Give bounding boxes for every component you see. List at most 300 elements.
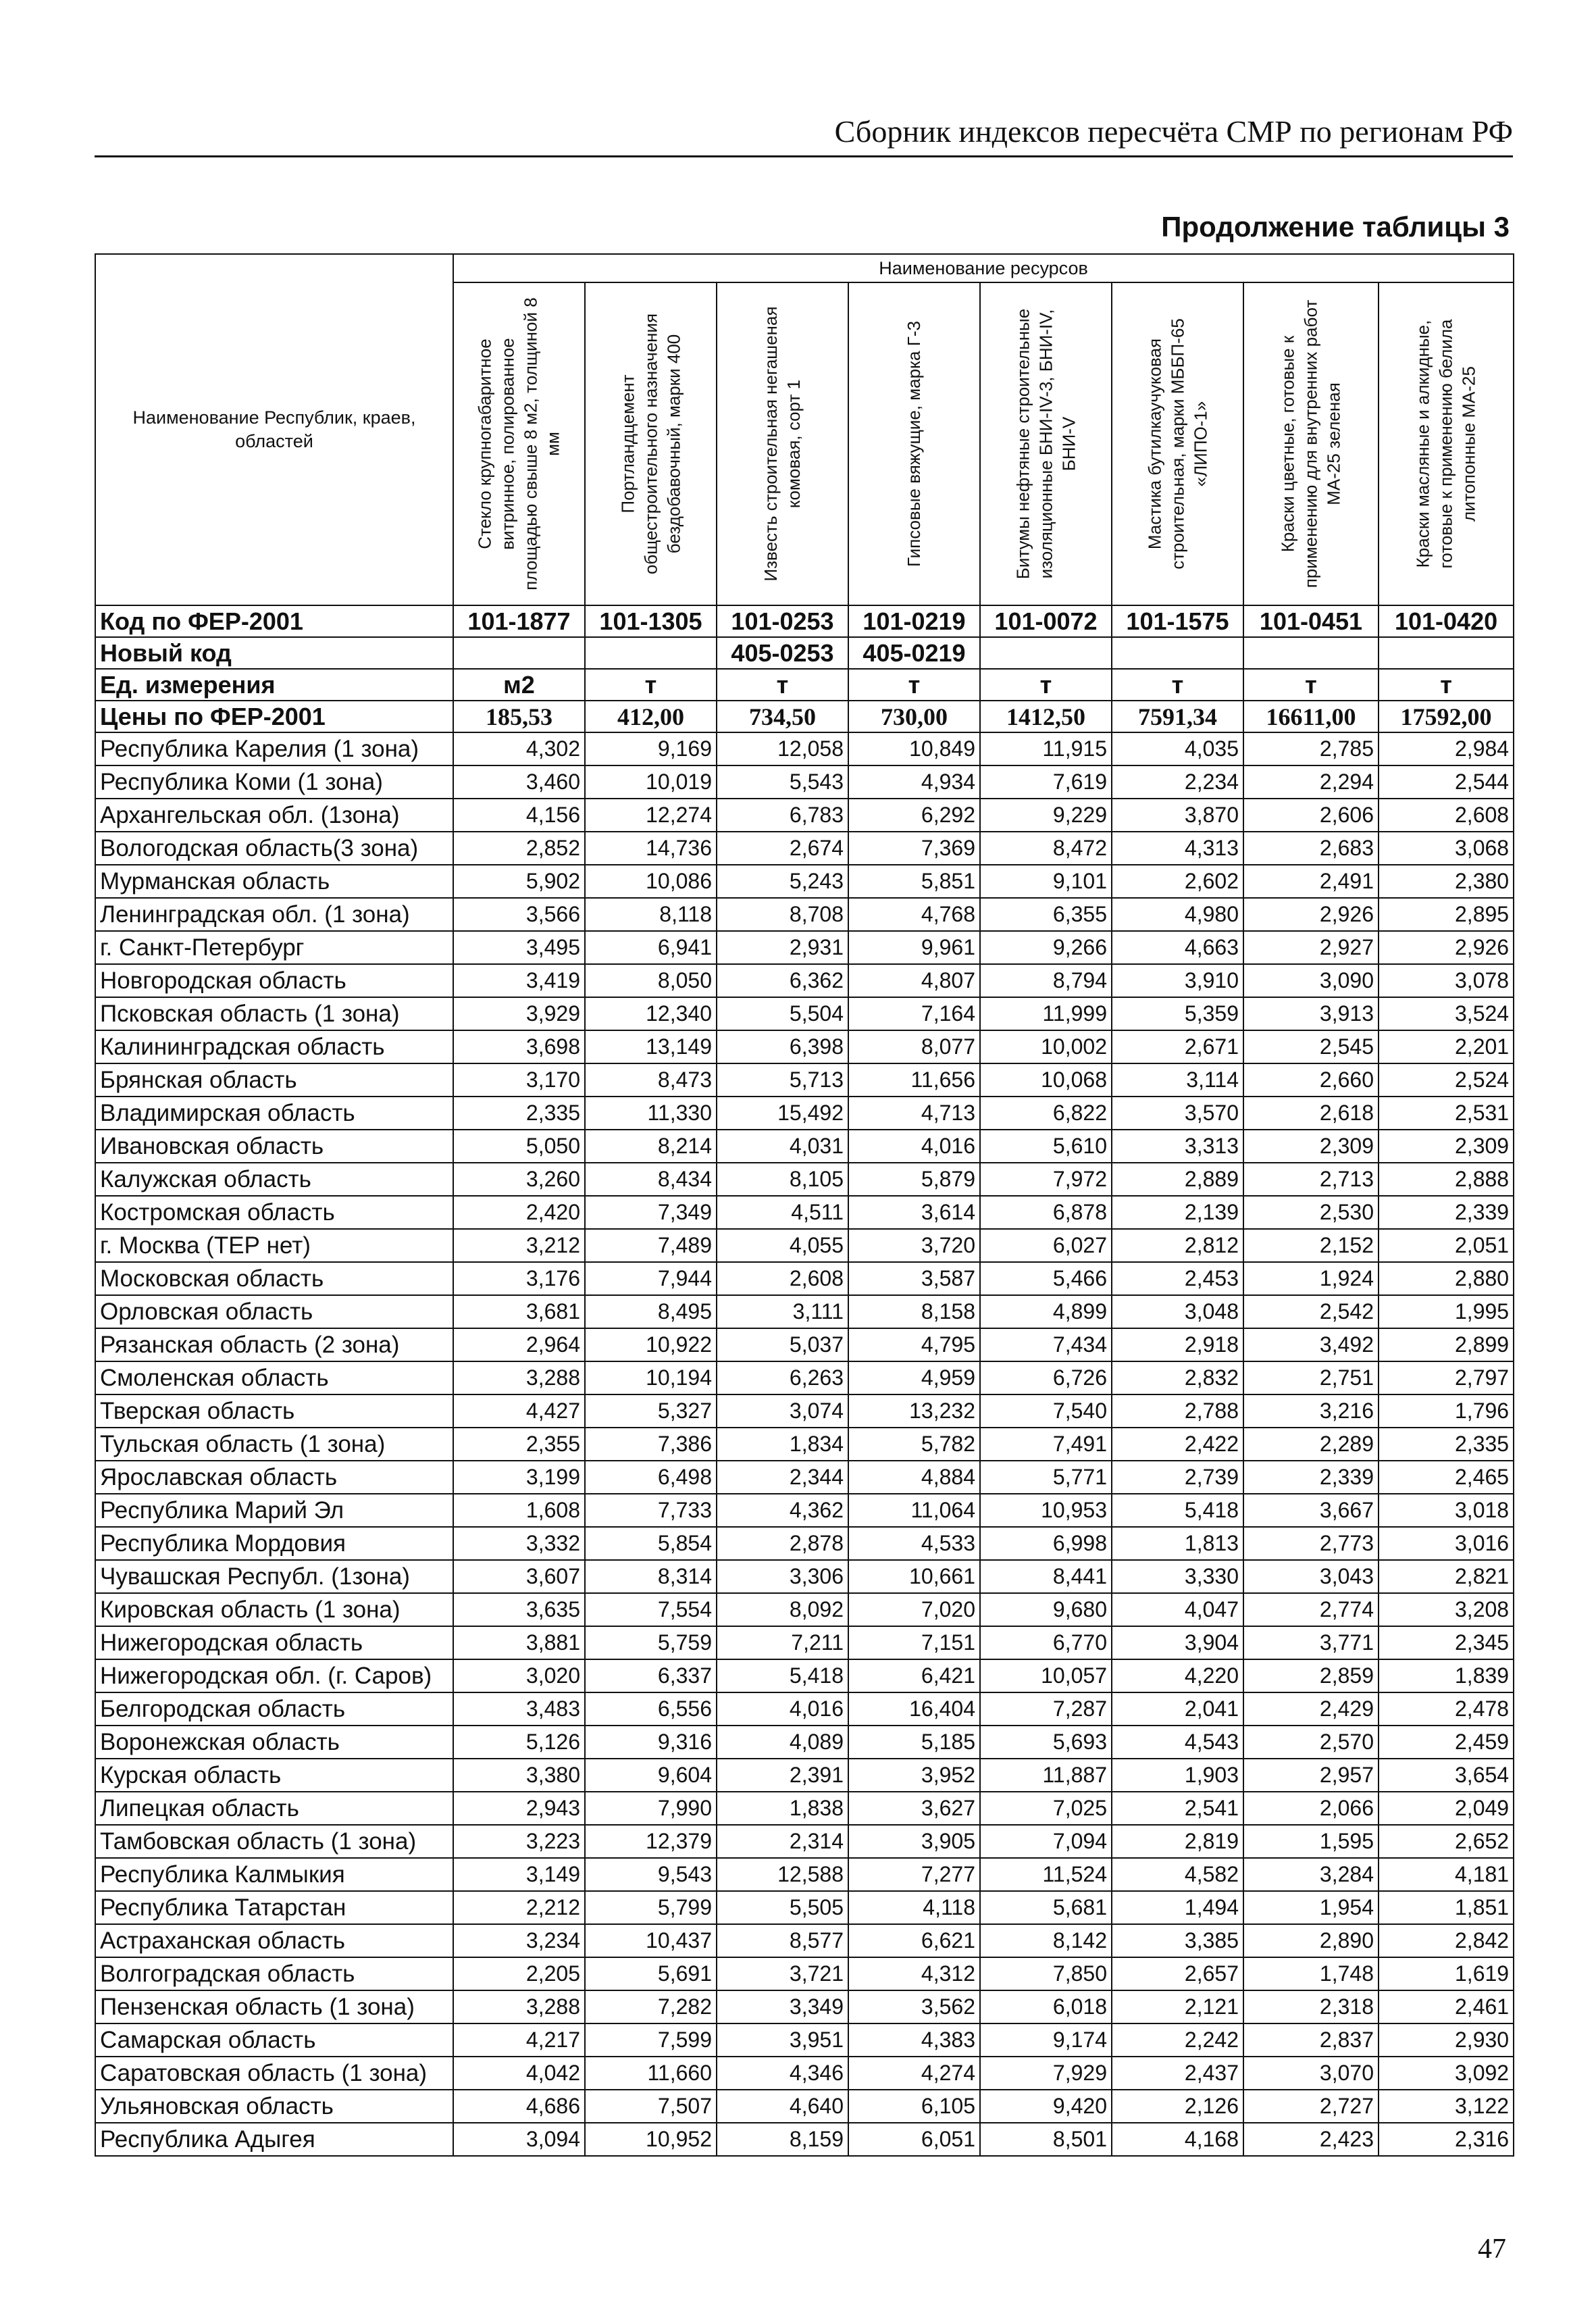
index-value: 7,990 <box>585 1792 717 1825</box>
index-value: 3,881 <box>453 1626 585 1659</box>
index-value: 3,216 <box>1243 1394 1379 1428</box>
meta-cell <box>453 637 585 669</box>
meta-cell: т <box>585 669 717 701</box>
index-value: 9,169 <box>585 732 717 765</box>
index-value: 3,492 <box>1243 1328 1379 1361</box>
index-value: 3,698 <box>453 1030 585 1063</box>
index-value: 3,016 <box>1379 1527 1514 1560</box>
index-value: 7,733 <box>585 1494 717 1527</box>
region-name: Калужская область <box>95 1163 453 1196</box>
index-value: 3,951 <box>717 2023 848 2057</box>
index-value: 5,771 <box>980 1461 1112 1494</box>
index-value: 1,834 <box>717 1428 848 1461</box>
meta-cell: т <box>1112 669 1243 701</box>
index-value: 10,437 <box>585 1924 717 1957</box>
index-value: 2,344 <box>717 1461 848 1494</box>
index-value: 3,074 <box>717 1394 848 1428</box>
index-value: 2,788 <box>1112 1394 1243 1428</box>
index-value: 3,094 <box>453 2123 585 2156</box>
resource-column-label: Мастика бутилкаучуковая строительная, марки МББП-65 «ЛИПО-1» <box>1143 318 1210 570</box>
index-value: 2,943 <box>453 1792 585 1825</box>
index-value: 5,693 <box>980 1726 1112 1759</box>
table-row <box>95 1726 1514 1759</box>
index-value: 4,055 <box>717 1229 848 1262</box>
region-name: Архангельская обл. (1зона) <box>95 799 453 832</box>
index-value: 4,383 <box>848 2023 980 2057</box>
resource-column-label: Известь строительная негашеная комовая, сорт 1 <box>760 306 804 582</box>
index-value: 1,608 <box>453 1494 585 1527</box>
index-value: 11,999 <box>980 997 1112 1030</box>
index-value: 2,391 <box>717 1759 848 1792</box>
index-value: 2,524 <box>1379 1063 1514 1097</box>
index-value: 2,530 <box>1243 1196 1379 1229</box>
region-name: Тверская область <box>95 1394 453 1428</box>
index-value: 7,944 <box>585 1262 717 1295</box>
table-row <box>95 1659 1514 1692</box>
index-value: 1,494 <box>1112 1891 1243 1924</box>
index-value: 4,047 <box>1112 1593 1243 1626</box>
table-row <box>95 1461 1514 1494</box>
index-value: 3,199 <box>453 1461 585 1494</box>
table-row <box>95 1163 1514 1196</box>
index-value: 5,854 <box>585 1527 717 1560</box>
index-value: 2,201 <box>1379 1030 1514 1063</box>
index-value: 4,959 <box>848 1361 980 1394</box>
index-value: 8,794 <box>980 964 1112 997</box>
table-row <box>95 1825 1514 1858</box>
index-value: 3,176 <box>453 1262 585 1295</box>
index-value: 1,924 <box>1243 1262 1379 1295</box>
index-value: 2,355 <box>453 1428 585 1461</box>
index-value: 6,027 <box>980 1229 1112 1262</box>
meta-cell: 1412,50 <box>980 701 1112 732</box>
index-value: 3,483 <box>453 1692 585 1726</box>
index-value: 1,813 <box>1112 1527 1243 1560</box>
index-value: 8,118 <box>585 898 717 931</box>
index-value: 2,335 <box>453 1097 585 1130</box>
index-value: 3,149 <box>453 1858 585 1891</box>
index-value: 2,212 <box>453 1891 585 1924</box>
index-value: 7,619 <box>980 765 1112 799</box>
index-value: 8,159 <box>717 2123 848 2156</box>
index-value: 6,998 <box>980 1527 1112 1560</box>
index-value: 2,066 <box>1243 1792 1379 1825</box>
index-value: 3,570 <box>1112 1097 1243 1130</box>
index-value: 8,501 <box>980 2123 1112 2156</box>
index-value: 3,720 <box>848 1229 980 1262</box>
meta-cell: 101-0451 <box>1243 605 1379 637</box>
table-row <box>95 898 1514 931</box>
index-value: 2,785 <box>1243 732 1379 765</box>
index-value: 3,068 <box>1379 832 1514 865</box>
index-value: 7,164 <box>848 997 980 1030</box>
meta-cell <box>1112 637 1243 669</box>
index-value: 10,019 <box>585 765 717 799</box>
meta-cell: 730,00 <box>848 701 980 732</box>
index-value: 4,533 <box>848 1527 980 1560</box>
index-value: 7,287 <box>980 1692 1112 1726</box>
index-value: 4,313 <box>1112 832 1243 865</box>
index-value: 3,048 <box>1112 1295 1243 1328</box>
region-name: Костромская область <box>95 1196 453 1229</box>
index-value: 11,524 <box>980 1858 1112 1891</box>
index-value: 3,913 <box>1243 997 1379 1030</box>
region-name: Кировская область (1 зона) <box>95 1593 453 1626</box>
index-value: 1,995 <box>1379 1295 1514 1328</box>
header-rule <box>95 155 1513 157</box>
index-value: 4,220 <box>1112 1659 1243 1692</box>
index-value: 7,434 <box>980 1328 1112 1361</box>
index-value: 8,441 <box>980 1560 1112 1593</box>
index-value: 3,122 <box>1379 2090 1514 2123</box>
index-value: 6,355 <box>980 898 1112 931</box>
index-value: 4,640 <box>717 2090 848 2123</box>
index-value: 5,691 <box>585 1957 717 1990</box>
index-value: 6,292 <box>848 799 980 832</box>
index-value: 3,627 <box>848 1792 980 1825</box>
table-row <box>95 1394 1514 1428</box>
index-value: 3,607 <box>453 1560 585 1593</box>
table-row <box>95 1527 1514 1560</box>
index-value: 9,229 <box>980 799 1112 832</box>
index-value: 10,002 <box>980 1030 1112 1063</box>
index-value: 5,418 <box>717 1659 848 1692</box>
table-row <box>95 1692 1514 1726</box>
index-value: 2,051 <box>1379 1229 1514 1262</box>
table-row <box>95 964 1514 997</box>
index-value: 2,832 <box>1112 1361 1243 1394</box>
table-row <box>95 1262 1514 1295</box>
index-value: 2,926 <box>1379 931 1514 964</box>
index-value: 2,531 <box>1379 1097 1514 1130</box>
index-value: 2,380 <box>1379 865 1514 898</box>
index-value: 4,807 <box>848 964 980 997</box>
table-row <box>95 1924 1514 1957</box>
index-value: 2,465 <box>1379 1461 1514 1494</box>
table-row <box>95 2123 1514 2156</box>
region-name: Смоленская область <box>95 1361 453 1394</box>
index-value: 3,111 <box>717 1295 848 1328</box>
index-value: 1,851 <box>1379 1891 1514 1924</box>
index-value: 12,379 <box>585 1825 717 1858</box>
index-value: 2,608 <box>1379 799 1514 832</box>
meta-cell: т <box>848 669 980 701</box>
region-name: Псковская область (1 зона) <box>95 997 453 1030</box>
index-value: 4,042 <box>453 2057 585 2090</box>
index-value: 2,453 <box>1112 1262 1243 1295</box>
index-value: 5,126 <box>453 1726 585 1759</box>
index-value: 5,243 <box>717 865 848 898</box>
meta-cell: 101-1877 <box>453 605 585 637</box>
index-value: 3,667 <box>1243 1494 1379 1527</box>
index-value: 2,964 <box>453 1328 585 1361</box>
resource-column-header <box>585 282 717 605</box>
index-value: 3,170 <box>453 1063 585 1097</box>
index-value: 10,953 <box>980 1494 1112 1527</box>
table-row <box>95 1229 1514 1262</box>
index-value: 13,232 <box>848 1394 980 1428</box>
index-value: 3,380 <box>453 1759 585 1792</box>
index-value: 3,043 <box>1243 1560 1379 1593</box>
index-value: 2,420 <box>453 1196 585 1229</box>
index-value: 3,288 <box>453 1990 585 2023</box>
index-value: 3,929 <box>453 997 585 1030</box>
index-value: 3,070 <box>1243 2057 1379 2090</box>
index-value: 4,686 <box>453 2090 585 2123</box>
index-value: 2,751 <box>1243 1361 1379 1394</box>
index-value: 5,799 <box>585 1891 717 1924</box>
index-value: 15,492 <box>717 1097 848 1130</box>
index-value: 2,422 <box>1112 1428 1243 1461</box>
index-value: 7,929 <box>980 2057 1112 2090</box>
index-value: 2,234 <box>1112 765 1243 799</box>
index-value: 5,504 <box>717 997 848 1030</box>
index-value: 5,782 <box>848 1428 980 1461</box>
region-name: Белгородская область <box>95 1692 453 1726</box>
index-value: 12,058 <box>717 732 848 765</box>
index-value: 12,340 <box>585 997 717 1030</box>
index-value: 10,661 <box>848 1560 980 1593</box>
index-value: 2,318 <box>1243 1990 1379 2023</box>
index-value: 2,542 <box>1243 1295 1379 1328</box>
index-value: 7,489 <box>585 1229 717 1262</box>
index-value: 3,870 <box>1112 799 1243 832</box>
index-value: 2,821 <box>1379 1560 1514 1593</box>
index-value: 3,208 <box>1379 1593 1514 1626</box>
meta-cell: 412,00 <box>585 701 717 732</box>
region-name: Чувашская Республ. (1зона) <box>95 1560 453 1593</box>
index-value: 2,309 <box>1379 1130 1514 1163</box>
page-number: 47 <box>1478 2234 1506 2265</box>
index-value: 5,610 <box>980 1130 1112 1163</box>
index-value: 2,429 <box>1243 1692 1379 1726</box>
region-name: Ульяновская область <box>95 2090 453 2123</box>
index-value: 5,185 <box>848 1726 980 1759</box>
index-value: 9,266 <box>980 931 1112 964</box>
table-row <box>95 1428 1514 1461</box>
table-row <box>95 2023 1514 2057</box>
index-value: 6,362 <box>717 964 848 997</box>
index-value: 2,660 <box>1243 1063 1379 1097</box>
index-value: 7,211 <box>717 1626 848 1659</box>
index-value: 6,263 <box>717 1361 848 1394</box>
index-value: 4,302 <box>453 732 585 765</box>
region-name: Республика Мордовия <box>95 1527 453 1560</box>
index-value: 2,314 <box>717 1825 848 1858</box>
index-value: 6,421 <box>848 1659 980 1692</box>
index-value: 3,771 <box>1243 1626 1379 1659</box>
region-column-header: Наименование Республик, краев, областей <box>95 254 453 605</box>
index-value: 5,037 <box>717 1328 848 1361</box>
index-value: 2,606 <box>1243 799 1379 832</box>
region-name: Волгоградская область <box>95 1957 453 1990</box>
table-row <box>95 1759 1514 1792</box>
index-value: 9,543 <box>585 1858 717 1891</box>
meta-cell: 17592,00 <box>1379 701 1514 732</box>
index-value: 10,086 <box>585 865 717 898</box>
index-value: 10,057 <box>980 1659 1112 1692</box>
table-row <box>95 1328 1514 1361</box>
index-value: 3,234 <box>453 1924 585 1957</box>
index-value: 6,498 <box>585 1461 717 1494</box>
index-value: 2,812 <box>1112 1229 1243 1262</box>
index-value: 2,774 <box>1243 1593 1379 1626</box>
table-row <box>95 1560 1514 1593</box>
index-value: 7,025 <box>980 1792 1112 1825</box>
meta-cell: т <box>1379 669 1514 701</box>
index-value: 3,332 <box>453 1527 585 1560</box>
index-value: 5,505 <box>717 1891 848 1924</box>
index-value: 2,773 <box>1243 1527 1379 1560</box>
index-value: 2,880 <box>1379 1262 1514 1295</box>
index-value: 3,385 <box>1112 1924 1243 1957</box>
table-row <box>95 1361 1514 1394</box>
index-value: 8,495 <box>585 1295 717 1328</box>
index-value: 2,888 <box>1379 1163 1514 1196</box>
index-value: 4,031 <box>717 1130 848 1163</box>
index-value: 11,660 <box>585 2057 717 2090</box>
region-name: Ивановская область <box>95 1130 453 1163</box>
table-row <box>95 1494 1514 1527</box>
index-value: 2,918 <box>1112 1328 1243 1361</box>
table-row <box>95 931 1514 964</box>
table-row <box>95 1295 1514 1328</box>
index-value: 7,507 <box>585 2090 717 2123</box>
resource-column-label: Портландцемент общестроительного назначения бездобавочный, марки 400 <box>617 313 684 575</box>
index-value: 3,460 <box>453 765 585 799</box>
index-value: 2,461 <box>1379 1990 1514 2023</box>
index-value: 3,905 <box>848 1825 980 1858</box>
index-value: 5,543 <box>717 765 848 799</box>
index-value: 2,121 <box>1112 1990 1243 2023</box>
index-value: 2,797 <box>1379 1361 1514 1394</box>
index-value: 3,614 <box>848 1196 980 1229</box>
region-name: Липецкая область <box>95 1792 453 1825</box>
region-name: Пензенская область (1 зона) <box>95 1990 453 2023</box>
index-value: 2,309 <box>1243 1130 1379 1163</box>
index-value: 3,635 <box>453 1593 585 1626</box>
table-row <box>95 1196 1514 1229</box>
index-value: 7,540 <box>980 1394 1112 1428</box>
index-value: 2,478 <box>1379 1692 1514 1726</box>
table-row <box>95 1030 1514 1063</box>
table-row <box>95 765 1514 799</box>
index-value: 6,878 <box>980 1196 1112 1229</box>
index-value: 6,621 <box>848 1924 980 1957</box>
running-head: Сборник индексов пересчёта СМР по регионам РФ <box>834 114 1513 149</box>
index-value: 9,680 <box>980 1593 1112 1626</box>
region-name: г. Санкт-Петербург <box>95 931 453 964</box>
index-value: 2,878 <box>717 1527 848 1560</box>
table-row <box>95 1130 1514 1163</box>
resource-index-table <box>95 253 1514 2157</box>
index-value: 2,608 <box>717 1262 848 1295</box>
index-value: 6,105 <box>848 2090 980 2123</box>
index-value: 2,316 <box>1379 2123 1514 2156</box>
region-name: Республика Татарстан <box>95 1891 453 1924</box>
region-name: Новгородская область <box>95 964 453 997</box>
index-value: 6,556 <box>585 1692 717 1726</box>
index-value: 4,217 <box>453 2023 585 2057</box>
region-name: Московская область <box>95 1262 453 1295</box>
index-value: 12,274 <box>585 799 717 832</box>
region-name: Калининградская область <box>95 1030 453 1063</box>
index-value: 3,114 <box>1112 1063 1243 1097</box>
index-value: 3,952 <box>848 1759 980 1792</box>
index-value: 3,910 <box>1112 964 1243 997</box>
index-value: 7,277 <box>848 1858 980 1891</box>
region-name: Орловская область <box>95 1295 453 1328</box>
index-value: 2,727 <box>1243 2090 1379 2123</box>
index-value: 2,049 <box>1379 1792 1514 1825</box>
meta-cell: 101-0253 <box>717 605 848 637</box>
table-row <box>95 2090 1514 2123</box>
index-value: 7,386 <box>585 1428 717 1461</box>
index-value: 2,895 <box>1379 898 1514 931</box>
index-value: 4,899 <box>980 1295 1112 1328</box>
index-value: 6,770 <box>980 1626 1112 1659</box>
region-name: г. Москва (ТЕР нет) <box>95 1229 453 1262</box>
index-value: 4,016 <box>848 1130 980 1163</box>
index-value: 7,151 <box>848 1626 980 1659</box>
index-value: 2,139 <box>1112 1196 1243 1229</box>
meta-row-label: Код по ФЕР-2001 <box>95 605 453 637</box>
meta-row <box>95 669 1514 701</box>
meta-cell: 101-0420 <box>1379 605 1514 637</box>
index-value: 5,466 <box>980 1262 1112 1295</box>
index-value: 2,205 <box>453 1957 585 1990</box>
table-row <box>95 865 1514 898</box>
resource-column-header <box>848 282 980 605</box>
index-value: 4,035 <box>1112 732 1243 765</box>
index-value: 2,423 <box>1243 2123 1379 2156</box>
index-value: 3,306 <box>717 1560 848 1593</box>
index-value: 11,330 <box>585 1097 717 1130</box>
index-value: 1,748 <box>1243 1957 1379 1990</box>
index-value: 3,349 <box>717 1990 848 2023</box>
index-value: 11,656 <box>848 1063 980 1097</box>
meta-cell: 7591,34 <box>1112 701 1243 732</box>
resources-group-header: Наименование ресурсов <box>453 254 1514 282</box>
region-name: Тульская область (1 зона) <box>95 1428 453 1461</box>
index-value: 10,952 <box>585 2123 717 2156</box>
index-value: 8,142 <box>980 1924 1112 1957</box>
index-value: 1,796 <box>1379 1394 1514 1428</box>
index-value: 4,274 <box>848 2057 980 2090</box>
index-value: 2,545 <box>1243 1030 1379 1063</box>
meta-cell <box>585 637 717 669</box>
index-value: 1,619 <box>1379 1957 1514 1990</box>
index-value: 2,683 <box>1243 832 1379 865</box>
index-value: 5,759 <box>585 1626 717 1659</box>
index-value: 2,671 <box>1112 1030 1243 1063</box>
table-row <box>95 1626 1514 1659</box>
index-value: 8,708 <box>717 898 848 931</box>
index-value: 5,879 <box>848 1163 980 1196</box>
index-value: 2,602 <box>1112 865 1243 898</box>
index-value: 3,090 <box>1243 964 1379 997</box>
region-name: Астраханская область <box>95 1924 453 1957</box>
index-value: 4,118 <box>848 1891 980 1924</box>
index-value: 7,850 <box>980 1957 1112 1990</box>
index-value: 3,260 <box>453 1163 585 1196</box>
index-value: 6,398 <box>717 1030 848 1063</box>
index-value: 1,595 <box>1243 1825 1379 1858</box>
index-value: 7,282 <box>585 1990 717 2023</box>
table-row <box>95 832 1514 865</box>
resource-column-label: Битумы нефтяные строительные изоляционные БНИ-IV-3, БНИ-IV, БНИ-V <box>1012 308 1079 580</box>
index-value: 5,902 <box>453 865 585 898</box>
